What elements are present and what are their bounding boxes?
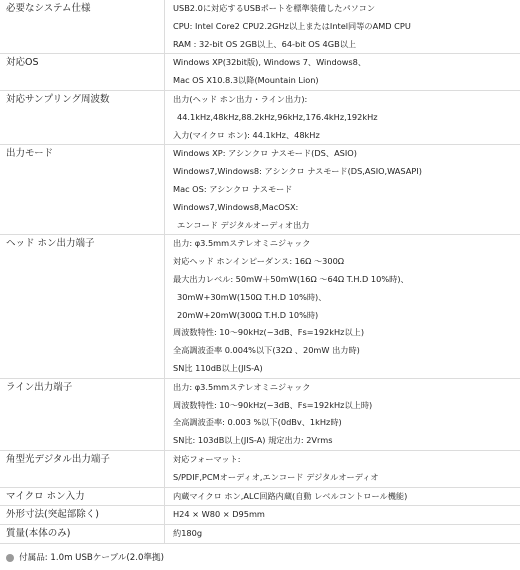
spec-value-line: 全高調波歪率: 0.003 %以下(0dBv、1kHz時) [173, 417, 342, 428]
spec-value-line: 出力: φ3.5mmステレオミニジャック [173, 381, 311, 392]
spec-label: マイクロ ホン入力 [6, 490, 85, 502]
spec-value-line: 全高調波歪率 0.004%以下(32Ω 、20mW 出力時) [173, 345, 360, 356]
spec-value-line: Mac OS X10.8.3以降(Mountain Lion) [173, 75, 319, 86]
spec-value [164, 506, 520, 524]
spec-label: 対応サンプリング周波数 [6, 93, 110, 105]
spec-value-line: Mac OS: アシンクロ ナスモード [173, 183, 293, 194]
spec-value-line: 20mW+20mW(300Ω T.H.D 10%時) [177, 309, 319, 320]
spec-value-line: USB2.0に対応するUSBポートを標準装備したパソコン [173, 3, 376, 13]
spec-value-line: 対応フォーマット: [173, 453, 241, 464]
bullet-icon [6, 554, 14, 562]
footnote [6, 551, 164, 565]
spec-value-line: 出力(ヘッド ホン出力・ライン出力): [173, 93, 308, 104]
spec-value-line: 周波数特性: 10～90kHz(−3dB、Fs=192kHz以上時) [173, 399, 373, 410]
spec-value-line: 入力(マイクロ ホン): 44.1kHz、48kHz [173, 129, 320, 140]
spec-label: 外形寸法(突起部除く) [6, 509, 99, 521]
spec-value-line: SN比: 103dB以上(JIS-A) 規定出力: 2Vrms [173, 435, 333, 446]
spec-value-line: エンコード デジタルオーディオ出力 [177, 219, 310, 230]
spec-row [0, 525, 520, 544]
spec-row [0, 54, 520, 91]
spec-value [164, 451, 520, 487]
spec-row [0, 506, 520, 525]
spec-label: ライン出力端子 [6, 381, 73, 393]
spec-row [0, 91, 520, 145]
spec-label: 必要なシステム仕様 [6, 3, 91, 14]
spec-value [164, 235, 520, 377]
spec-row [0, 0, 520, 54]
spec-value-line: 約180g [173, 528, 203, 539]
spec-label: 質量(本体のみ) [6, 528, 71, 540]
spec-value-line: Windows7,Windows8: アシンクロ ナスモード(DS,ASIO,WASAPI) [173, 166, 422, 177]
spec-value-line: 最大出力レベル: 50mW＋50mW(16Ω ～64Ω T.H.D 10%時)、 [173, 273, 409, 284]
spec-row [0, 488, 520, 507]
spec-row [0, 451, 520, 488]
spec-value-line: Windows7,Windows8,MacOSX: [173, 201, 299, 212]
footnote-text: 付属品: 1.0m USBケーブル(2.0準拠) [19, 553, 164, 563]
spec-label: 対応OS [6, 57, 39, 69]
spec-value-line: CPU: Intel Core2 CPU2.2GHz以上またはIntel同等のAMD CPU [173, 20, 411, 31]
spec-label: ヘッド ホン出力端子 [6, 238, 95, 250]
spec-value [164, 488, 520, 506]
spec-value-line: 内蔵マイクロ ホン,ALC回路内蔵(自動 レベルコントロール機能) [173, 490, 408, 501]
spec-value-line: 30mW+30mW(150Ω T.H.D 10%時)、 [177, 291, 327, 302]
spec-value [164, 145, 520, 234]
spec-value-line: 44.1kHz,48kHz,88.2kHz,96kHz,176.4kHz,192kHz [177, 111, 378, 122]
spec-value [164, 379, 520, 450]
spec-value-line: Windows XP(32bit版), Windows 7、Windows8、 [173, 57, 367, 68]
spec-value-line: SN比 110dB以上(JIS-A) [173, 362, 263, 373]
spec-value-line: H24 × W80 × D95mm [173, 509, 265, 520]
spec-row [0, 235, 520, 378]
spec-value-line: S/PDIF,PCMオーディオ,エンコード デジタルオーディオ [173, 471, 379, 482]
spec-value-line: 周波数特性: 10～90kHz(−3dB、Fs=192kHz以上) [173, 327, 365, 338]
spec-value-line: Windows XP: アシンクロ ナスモード(DS、ASIO) [173, 148, 357, 159]
spec-value-line: RAM : 32-bit OS 2GB以上、64-bit OS 4GB以上 [173, 38, 357, 49]
spec-value [164, 0, 520, 53]
spec-label: 出力モード [6, 148, 54, 160]
spec-value [164, 54, 520, 90]
spec-row [0, 379, 520, 451]
spec-value-line: 出力: φ3.5mmステレオミニジャック [173, 238, 311, 249]
spec-value-line: 対応ヘッド ホンインピーダンス: 16Ω ～300Ω [173, 256, 345, 267]
spec-row [0, 145, 520, 235]
spec-value [164, 525, 520, 543]
spec-label: 角型光デジタル出力端子 [6, 453, 110, 465]
spec-value [164, 91, 520, 144]
